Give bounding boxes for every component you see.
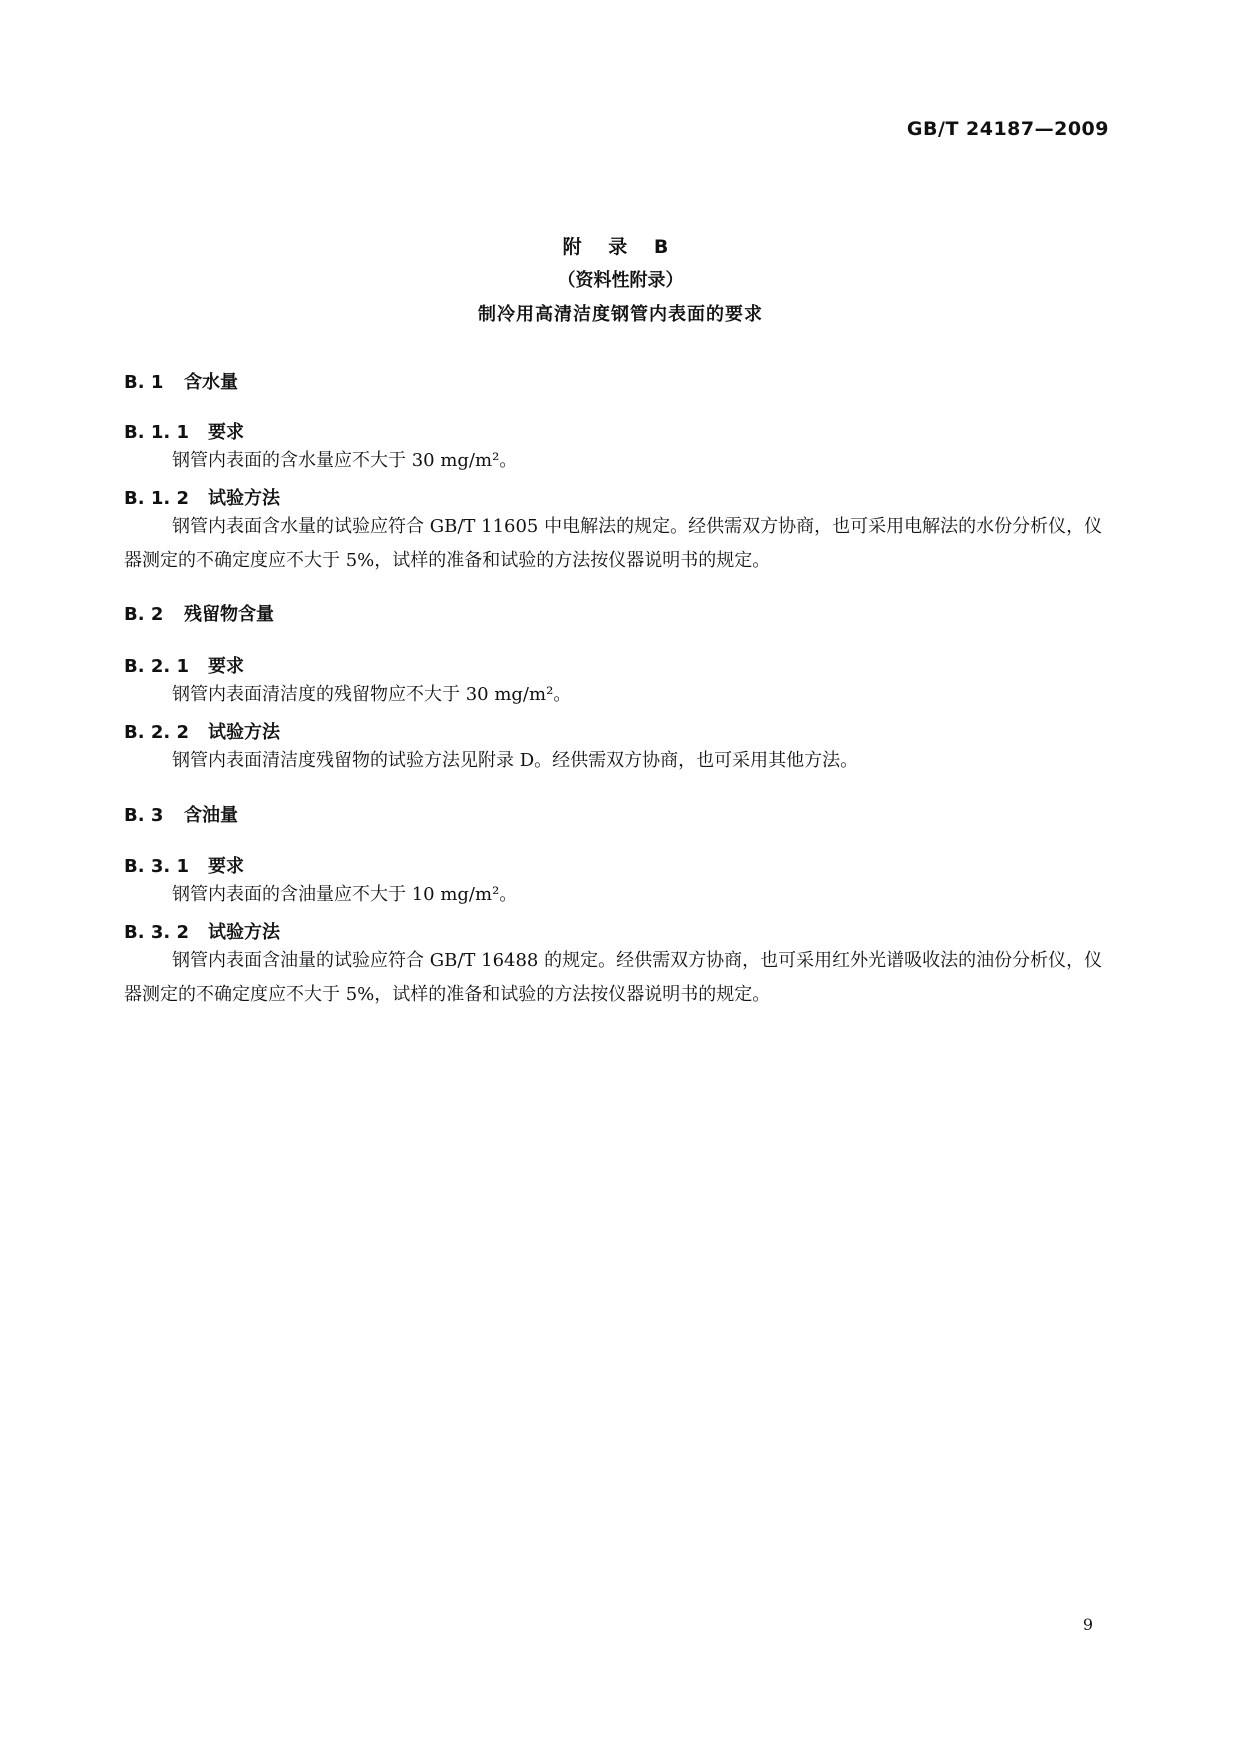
subsection-number: B. 1. 1 (124, 422, 189, 443)
paragraph: 钢管内表面清洁度的残留物应不大于 30 mg/m²。 (172, 684, 572, 705)
section-number: B. 3 (124, 805, 164, 826)
subsection-heading (124, 418, 244, 444)
section-number: B. 1 (124, 372, 164, 393)
subsection-title: 要求 (208, 422, 244, 443)
subsection-heading (124, 718, 280, 744)
standard-code: GB/T 24187—2009 (906, 118, 1109, 140)
subsection-title: 要求 (208, 656, 244, 677)
annex-name: 制冷用高清洁度钢管内表面的要求 (478, 304, 763, 325)
paragraph: 钢管内表面的含油量应不大于 10 mg/m²。 (172, 884, 518, 905)
paragraph: 钢管内表面清洁度残留物的试验方法见附录 D。经供需双方协商，也可采用其他方法。 (172, 750, 859, 771)
paragraph: 钢管内表面的含水量应不大于 30 mg/m²。 (172, 450, 518, 471)
subsection-title: 试验方法 (208, 922, 280, 943)
subsection-heading (124, 918, 280, 944)
page-number: 9 (1082, 1615, 1093, 1634)
subsection-heading (124, 484, 280, 510)
section-heading (124, 600, 274, 626)
subsection-number: B. 3. 1 (124, 856, 189, 877)
section-number: B. 2 (124, 604, 164, 625)
section-heading (124, 368, 238, 394)
paragraph: 钢管内表面含油量的试验应符合 GB/T 16488 的规定。经供需双方协商，也可采用红外光谱吸收法的油份分析仪，仪器测定的不确定度应不大于 5%，试样的准备和试验的方法按仪器说明书的规定。 (124, 950, 1103, 1005)
section-title: 含油量 (184, 805, 238, 826)
section-title: 含水量 (184, 372, 238, 393)
subsection-title: 试验方法 (208, 722, 280, 743)
section-title: 残留物含量 (184, 604, 274, 625)
subsection-number: B. 1. 2 (124, 488, 189, 509)
section-heading (124, 801, 238, 827)
subsection-title: 要求 (208, 856, 244, 877)
annex-title: 附 录 B (562, 236, 679, 258)
subsection-heading (124, 652, 244, 678)
subsection-title: 试验方法 (208, 488, 280, 509)
subsection-heading (124, 852, 244, 878)
subsection-number: B. 2. 2 (124, 722, 189, 743)
paragraph: 钢管内表面含水量的试验应符合 GB/T 11605 中电解法的规定。经供需双方协商，也可采用电解法的水份分析仪，仪器测定的不确定度应不大于 5%，试样的准备和试验的方法按仪器说明书的规定。 (124, 516, 1103, 571)
annex-kind: （资料性附录） (557, 270, 684, 291)
subsection-number: B. 3. 2 (124, 922, 189, 943)
subsection-number: B. 2. 1 (124, 656, 189, 677)
